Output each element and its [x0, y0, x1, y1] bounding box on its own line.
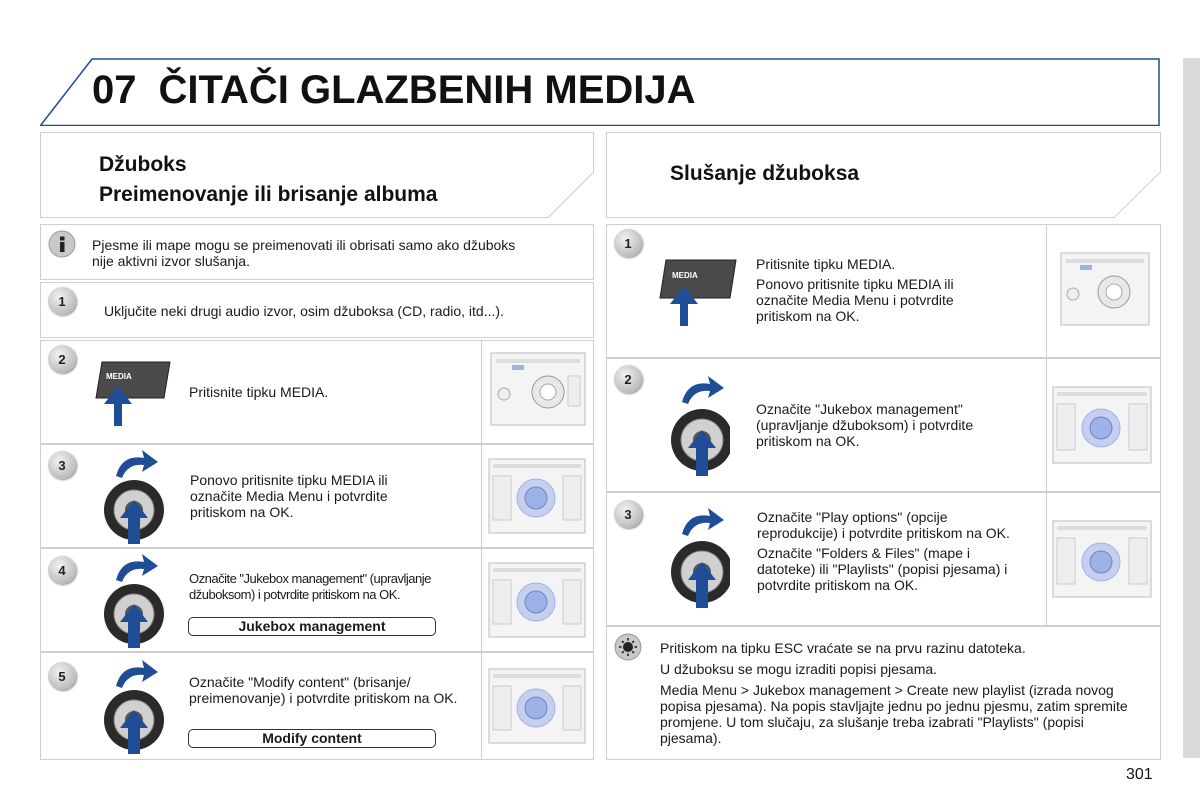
rotary-knob-icon: [666, 504, 730, 610]
media-button-icon: [658, 258, 738, 328]
tip-3: Media Menu > Jukebox management > Create new playlist (izrada novog popisa pjesama). Na popis stavljajte jednu po jednu pjesmu, zatim spremite promjene. U tom slučaju, za slušanje treba izabrati "Playlists" (popisi pjesama).: [660, 682, 1128, 746]
left-step5-badge: 5: [48, 662, 76, 690]
tip-1: Pritiskom na tipku ESC vraćate se na prvu razinu datoteka.: [660, 640, 1026, 656]
control-panel-illustration: [1052, 520, 1152, 598]
left-step2-text: Pritisnite tipku MEDIA.: [189, 384, 329, 400]
left-heading-line1: Džuboks: [99, 153, 187, 176]
rotary-knob-icon: [100, 550, 164, 650]
rotary-knob-icon: [100, 446, 164, 546]
right-step3-text1: Označite "Play options" (opcije reprodukcije) i potvrdite pritiskom na OK.: [757, 509, 1010, 541]
left-step4-badge: 4: [48, 556, 76, 584]
right-step1-text2: Ponovo pritisnite tipku MEDIA ili označite Media Menu i potvrdite pritiskom na OK.: [756, 276, 954, 324]
right-step3-badge: 3: [614, 500, 642, 528]
left-heading-line2: Preimenovanje ili brisanje albuma: [99, 183, 438, 206]
radio-panel-illustration: [1060, 252, 1150, 326]
right-heading: Slušanje džuboksa: [670, 162, 860, 185]
left-step3-text: Ponovo pritisnite tipku MEDIA ili označite Media Menu i potvrdite pritiskom na OK.: [190, 472, 388, 520]
page-side-tab: [1183, 58, 1200, 758]
chapter-title-text: ČITAČI GLAZBENIH MEDIJA: [158, 68, 696, 112]
tips-text: [660, 640, 1145, 746]
rotary-knob-icon: [100, 656, 164, 756]
control-panel-illustration: [488, 668, 586, 744]
media-button-label: MEDIA: [672, 271, 698, 280]
right-step1-badge: 1: [614, 229, 642, 257]
tip-bulb-icon: [614, 633, 642, 661]
left-step4-text: Označite "Jukebox management" (upravljanje džuboksom) i potvrdite pritiskom na OK.: [189, 571, 431, 602]
jukebox-management-label: Jukebox management: [188, 617, 436, 636]
modify-content-label: Modify content: [188, 729, 436, 748]
left-step1-text: Uključite neki drugi audio izvor, osim džuboksa (CD, radio, itd...).: [104, 303, 504, 319]
right-step2-badge: 2: [614, 365, 642, 393]
left-step3-badge: 3: [48, 451, 76, 479]
info-icon: [47, 229, 77, 259]
right-step1-text1: Pritisnite tipku MEDIA.: [756, 256, 896, 272]
left-step1-badge: 1: [48, 287, 76, 315]
control-panel-illustration: [488, 562, 586, 638]
media-button-label: MEDIA: [106, 372, 132, 381]
left-step5-text: Označite "Modify content" (brisanje/ preimenovanje) i potvrdite pritiskom na OK.: [189, 674, 458, 706]
media-button-icon: [94, 360, 174, 428]
tip-2: U džuboksu se mogu izraditi popisi pjesama.: [660, 661, 938, 677]
radio-panel-illustration: [490, 352, 586, 426]
chapter-number: 07: [92, 68, 137, 112]
right-step1-text: [756, 256, 1006, 324]
right-step2-text: Označite "Jukebox management" (upravljanje džuboksom) i potvrdite pritiskom na OK.: [756, 401, 974, 449]
control-panel-illustration: [488, 458, 586, 534]
rotary-knob-icon: [666, 372, 730, 478]
page-number: 301: [1126, 766, 1153, 783]
left-step2-badge: 2: [48, 345, 76, 373]
control-panel-illustration: [1052, 386, 1152, 464]
info-text: Pjesme ili mape mogu se preimenovati ili obrisati samo ako džuboks nije aktivni izvor slušanja.: [92, 237, 516, 269]
chapter-title: [92, 68, 696, 113]
right-step3-text: [757, 509, 1027, 593]
left-heading: [99, 150, 437, 210]
right-step3-text2: Označite "Folders & Files" (mape i datoteke) ili "Playlists" (popisi pjesama) i potvrdite pritiskom na OK.: [757, 545, 1008, 593]
